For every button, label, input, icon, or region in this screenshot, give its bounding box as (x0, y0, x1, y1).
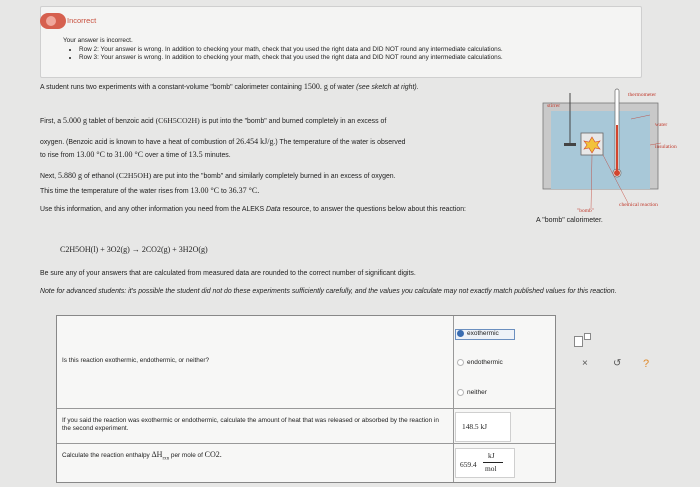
row2-question: If you said the reaction was exothermic or endothermic, calculate the amount of heat that was released or absorbed by the reaction in the second experiment. (62, 417, 439, 432)
thermometer-label: thermometer (628, 92, 657, 98)
chemical-reaction-label: chemical reaction (619, 202, 658, 208)
feedback-bullet: • Row 3: Your answer is wrong. In addition to checking your math, check that you used the right data and DID NOT round any intermediate calculations. (79, 54, 633, 63)
row3-question: Calculate the reaction enthalpy $\Delta H_{rxn}$ per mole of CO2. (62, 450, 222, 462)
reaction-equation: C2H5OH(l) + 3O2(g) → 2CO2(g) + 3H2O(g) (60, 245, 208, 254)
incorrect-icon (40, 13, 66, 29)
question-paragraph-6: Use this information, and any other information you need from the ALEKS Data resource, to answer the questions below about this reaction: (40, 206, 466, 213)
stirrer-label: stirrer (547, 103, 561, 109)
feedback-bullet: • Row 2: Your answer is wrong. In addition to checking your math, check that you used the right data and DID NOT round any intermediate calculations. (79, 46, 633, 55)
insulation-label: insulation (655, 144, 677, 150)
heat-answer-input[interactable]: 148.5 kJ (455, 412, 511, 442)
clear-icon[interactable]: × (582, 358, 588, 369)
option-exothermic[interactable]: exothermic (457, 330, 499, 337)
radio-icon[interactable] (457, 359, 464, 366)
question-paragraph-4: Next, 5.880 g of ethanol (C2H5OH) are put into the "bomb" and similarly completely burned in an excess of oxygen. (40, 171, 396, 180)
radio-selected-icon[interactable] (457, 330, 464, 337)
option-neither[interactable]: neither (457, 389, 487, 396)
unit-denominator: mol (485, 464, 497, 473)
question-paragraph-3: to rise from 13.00 °C to 31.00 °C over a time of 13.5 minutes. (40, 150, 231, 159)
feedback-heading: Your answer is incorrect. (63, 37, 133, 44)
format-icon[interactable] (574, 333, 594, 347)
unit-numerator: kJ (488, 451, 495, 460)
diagram-caption: A "bomb" calorimeter. (536, 217, 603, 224)
bomb-label: "bomb" (577, 208, 595, 214)
row1-question: Is this reaction exothermic, endothermic, or neither? (62, 357, 210, 364)
question-paragraph-5: This time the temperature of the water rises from 13.00 °C to 36.37 °C. (40, 186, 260, 195)
question-paragraph-2: oxygen. (Benzoic acid is known to have a heat of combustion of 26.454 kJ/g.) The temperature of the water is observed (40, 137, 406, 146)
option-endothermic[interactable]: endothermic (457, 359, 503, 366)
advanced-note: Note for advanced students: it's possible the student did not do these experiments sufficiently carefully, and the values you calculate may not exactly match published values for this reaction. (40, 288, 617, 295)
water-label: water (655, 122, 668, 128)
calorimeter-diagram (533, 85, 688, 225)
help-icon[interactable]: ? (643, 358, 650, 370)
feedback-panel (40, 6, 642, 78)
answer-table (56, 315, 556, 483)
undo-icon[interactable]: ↺ (613, 358, 622, 369)
enthalpy-answer-input[interactable] (455, 448, 515, 478)
feedback-body (63, 37, 633, 63)
calorimeter-sketch (533, 85, 688, 225)
radio-icon[interactable] (457, 389, 464, 396)
answer-tools (560, 325, 670, 385)
question-intro: A student runs two experiments with a constant-volume "bomb" calorimeter containing 1500. g of water (see sketch at right). (40, 82, 419, 91)
enthalpy-value[interactable]: 659.4 (460, 460, 477, 469)
question-paragraph-1: First, a 5.000 g tablet of benzoic acid (C6H5CO2H) is put into the "bomb" and burned completely in an excess of (40, 116, 387, 125)
sig-fig-note: Be sure any of your answers that are calculated from measured data are rounded to the correct number of significant digits. (40, 270, 416, 277)
feedback-title: Incorrect (67, 16, 97, 25)
